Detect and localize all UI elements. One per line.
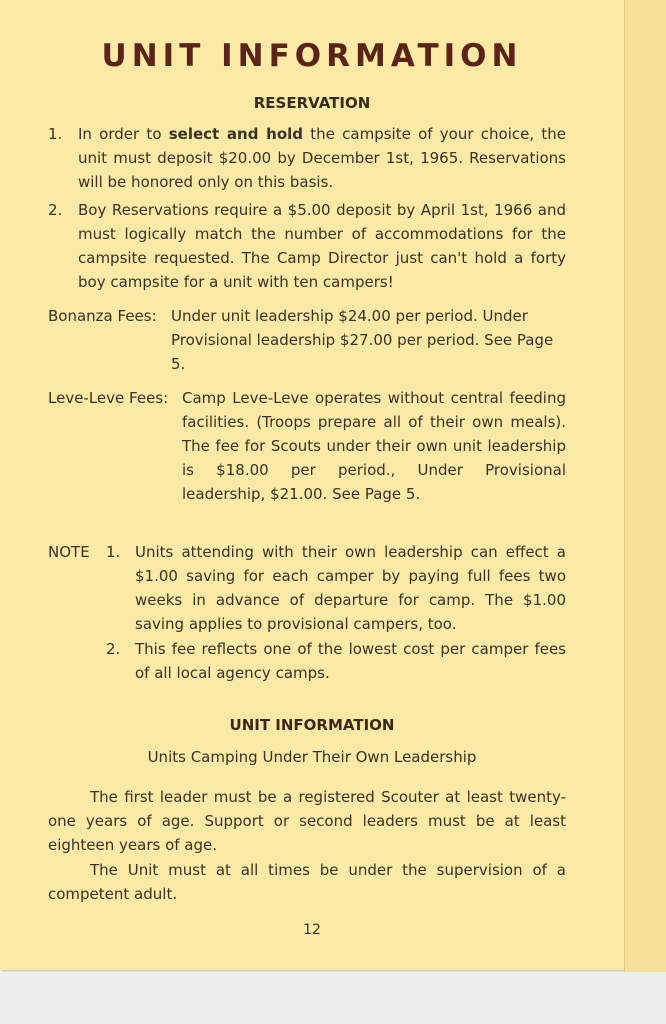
reservation-item-1-bold: select and hold (168, 125, 304, 143)
reservation-item-1-number: 1. (48, 125, 63, 143)
reservation-item-2-number: 2. (48, 201, 63, 219)
reservation-item-1-pre: In order to (78, 125, 169, 143)
bonanza-fees-text: Under unit leadership $24.00 per period. Under Provisional leadership $27.00 per period. See Page 5. (171, 307, 554, 373)
reservation-item-2: Boy Reservations require a $5.00 deposit by April 1st, 1966 and must logically match the number of accommodations for the campsite requested. The Camp Director just can't hold a forty boy campsite for a unit with ten campers! (78, 201, 566, 291)
note-2-number: 2. (106, 640, 121, 658)
note-1-text: Units attending with their own leadership can effect a $1.00 saving for each camper by paying full fees two weeks in advance of departure for camp. The $1.00 saving applies to provisional campers, too. (135, 543, 566, 633)
background-strip (0, 972, 666, 1024)
note-1-number: 1. (106, 543, 121, 561)
facing-page-edge (624, 0, 666, 974)
reservation-heading: RESERVATION (253, 94, 371, 112)
unit-information-subheading: Units Camping Under Their Own Leadership (147, 748, 477, 766)
unit-info-paragraph-2: The Unit must at all times be under the supervision of a competent adult. (48, 861, 566, 903)
leve-leve-fees-label: Leve-Leve Fees: (48, 389, 169, 407)
unit-information-heading: UNIT INFORMATION (229, 716, 395, 734)
reservation-item-1-post: the campsite of your choice, the unit must deposit $20.00 by December 1st, 1965. Reservations will be honored only on this basis. (78, 125, 566, 191)
unit-info-paragraph-1: The first leader must be a registered Scouter at least twenty-one years of age. Support or second leaders must be at least eighteen years of age. (48, 788, 566, 854)
bonanza-fees-label: Bonanza Fees: (48, 307, 157, 325)
page-number: 12 (303, 922, 321, 938)
leve-leve-fees-text: Camp Leve-Leve operates without central feeding facilities. (Troops prepare all of their own meals). The fee for Scouts under their own unit leadership is $18.00 per period., Under Provisional leadership, $21.00. See Page 5. (182, 389, 566, 503)
note-2-text: This fee reflects one of the lowest cost per camper fees of all local agency camps. (135, 640, 566, 682)
reservation-item-1 (78, 122, 566, 194)
note-label: NOTE (48, 543, 90, 561)
page-title: UNIT INFORMATION (101, 38, 523, 74)
